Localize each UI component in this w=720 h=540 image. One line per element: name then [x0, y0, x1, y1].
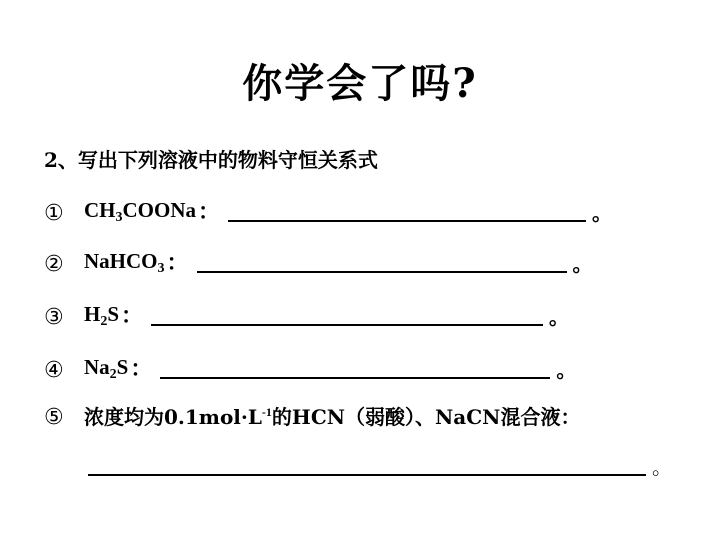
item-number: ⑤ — [44, 405, 64, 430]
formula-na2s: $Na_2S$ — [84, 355, 129, 382]
item-number: ③ — [44, 305, 64, 330]
formula-nahco3: NaHCO$_3$ — [84, 249, 165, 276]
answer-blank[interactable] — [228, 198, 586, 222]
item-number: ② — [44, 252, 64, 277]
item5-text: 浓度均为$0.1mol\cdot L^{-1}$的HCN（弱酸）、NaCN混合液： — [84, 405, 581, 429]
period: 。 — [556, 358, 577, 382]
answer-blank[interactable] — [160, 355, 550, 379]
formula-h2s: $H_2S$ — [84, 302, 120, 329]
answer-blank[interactable] — [151, 302, 543, 326]
question-heading: 2、写出下列溶液中的物料守恒关系式 — [44, 148, 378, 172]
formula-ch3coona: $CH_3COONa$ — [84, 198, 196, 225]
colon: ： — [166, 250, 189, 276]
question-item-1 — [44, 192, 612, 226]
question-item-2 — [44, 243, 593, 277]
item-number: ④ — [44, 358, 64, 383]
question-item-5 — [44, 396, 580, 430]
question-item-4 — [44, 349, 576, 383]
question-item-3 — [44, 296, 569, 330]
colon: ： — [130, 356, 153, 382]
colon: ： — [198, 199, 221, 225]
page-title: 你学会了吗? — [242, 60, 478, 107]
period: 。 — [572, 252, 593, 276]
period: 。 — [549, 305, 570, 329]
question-item-5-answer — [88, 446, 672, 480]
item-number: ① — [44, 201, 64, 226]
colon: ： — [121, 303, 144, 329]
period: 。 — [592, 201, 613, 225]
answer-blank[interactable] — [88, 452, 646, 476]
answer-blank[interactable] — [197, 249, 567, 273]
period: 。 — [652, 455, 672, 479]
